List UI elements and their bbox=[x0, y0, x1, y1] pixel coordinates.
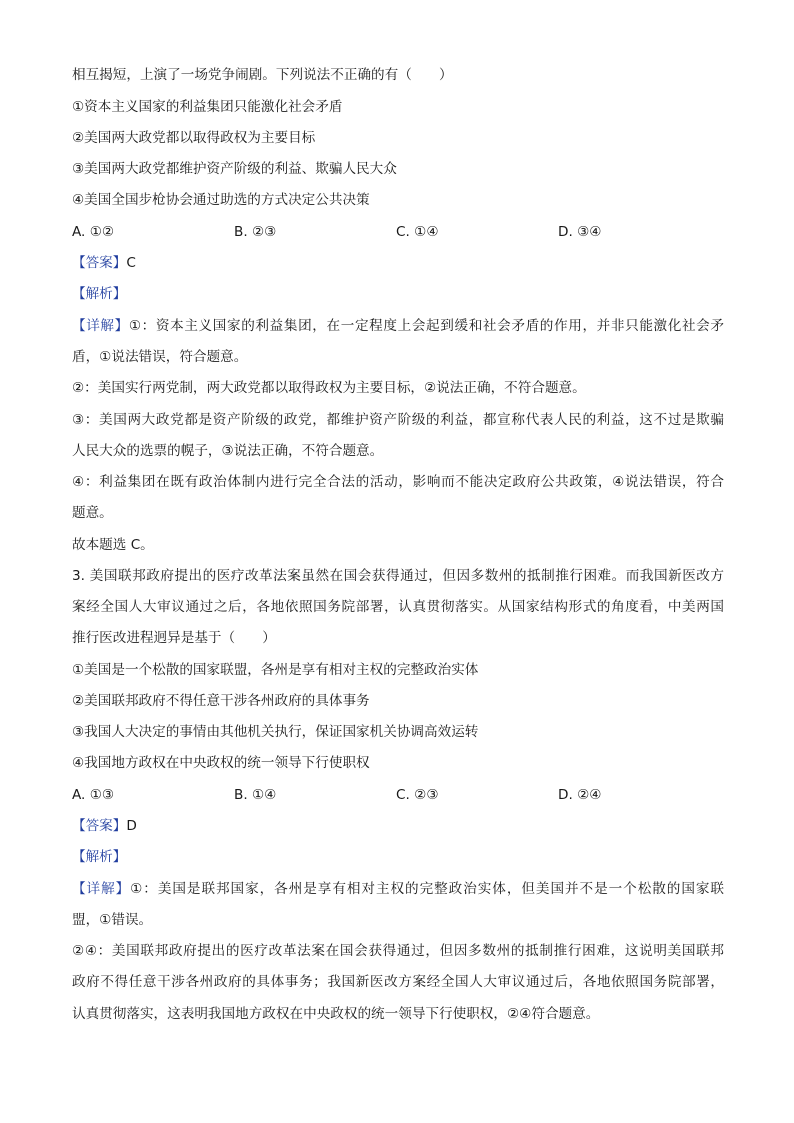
detail-label: 【详解】 bbox=[72, 881, 131, 897]
statement-item: ③我国人大决定的事情由其他机关执行，保证国家机关协调高效运转 bbox=[72, 724, 479, 740]
option-b: B. ①④ bbox=[234, 787, 277, 803]
statement-item: ④我国地方政权在中央政权的统一领导下行使职权 bbox=[72, 755, 370, 771]
detail-line: 盾，①说法错误，符合题意。 bbox=[72, 349, 248, 365]
detail-line: ②：美国实行两党制，两大政党都以取得政权为主要目标，②说法正确，不符合题意。 bbox=[72, 380, 586, 396]
statement-item: ④美国全国步枪协会通过助选的方式决定公共决策 bbox=[72, 192, 370, 208]
statement-item: ②美国两大政党都以取得政权为主要目标 bbox=[72, 130, 316, 146]
question-stem-line: 推行医改进程迥异是基于（ ） bbox=[72, 630, 276, 646]
question-stem-line: 3. 美国联邦政府提出的医疗改革法案虽然在国会获得通过，但因多数州的抵制推行困难。而我国新医改方 bbox=[72, 568, 724, 584]
option-c: C. ②③ bbox=[396, 787, 439, 803]
detail-line: ④：利益集团在既有政治体制内进行完全合法的活动，影响而不能决定政府公共政策，④说法错误，符合 bbox=[72, 474, 724, 490]
analysis-label-text: 【解析】 bbox=[72, 849, 127, 865]
statement-item: ②美国联邦政府不得任意干涉各州政府的具体事务 bbox=[72, 693, 370, 709]
detail-text: ①：美国是联邦国家，各州是享有相对主权的完整政治实体，但美国并不是一个松散的国家联 bbox=[130, 881, 725, 897]
detail-label: 【详解】 bbox=[72, 318, 129, 334]
detail-line bbox=[72, 316, 724, 336]
statement-item: ③美国两大政党都维护资产阶级的利益、欺骗人民大众 bbox=[72, 161, 397, 177]
detail-line: 盟，①错误。 bbox=[72, 912, 153, 928]
answer-options bbox=[72, 222, 724, 242]
detail-line: 认真贯彻落实，这表明我国地方政权在中央政权的统一领导下行使职权，②④符合题意。 bbox=[72, 1006, 600, 1022]
detail-line: ②④：美国联邦政府提出的医疗改革法案在国会获得通过，但因多数州的抵制推行困难，这说明美国联邦 bbox=[72, 943, 724, 959]
detail-line: 题意。 bbox=[72, 505, 113, 521]
analysis-label bbox=[72, 284, 724, 304]
answer-value: C bbox=[126, 255, 136, 271]
answer-label: 【答案】 bbox=[72, 255, 127, 271]
answer-value: D bbox=[126, 818, 137, 834]
option-d: D. ③④ bbox=[558, 224, 602, 240]
statement-item: ①资本主义国家的利益集团只能激化社会矛盾 bbox=[72, 99, 343, 115]
answer-label: 【答案】 bbox=[72, 818, 127, 834]
detail-line: 人民大众的选票的幌子，③说法正确，不符合题意。 bbox=[72, 443, 384, 459]
answer-line bbox=[72, 816, 724, 836]
option-b: B. ②③ bbox=[234, 224, 277, 240]
analysis-label-text: 【解析】 bbox=[72, 286, 127, 302]
conclusion-line: 故本题选 C。 bbox=[72, 537, 154, 553]
question-stem-line: 案经全国人大审议通过之后，各地依照国务院部署，认真贯彻落实。从国家结构形式的角度看，中美两国 bbox=[72, 599, 724, 615]
analysis-label bbox=[72, 847, 724, 867]
detail-text: ①：资本主义国家的利益集团，在一定程度上会起到缓和社会矛盾的作用，并非只能激化社会矛 bbox=[128, 318, 724, 334]
option-a: A. ①② bbox=[72, 224, 115, 240]
option-d: D. ②④ bbox=[558, 787, 602, 803]
detail-line bbox=[72, 879, 724, 899]
detail-line: 政府不得任意干涉各州政府的具体事务；我国新医改方案经全国人大审议通过后，各地依照国务院部署， bbox=[72, 974, 724, 990]
detail-line: ③：美国两大政党都是资产阶级的政党，都维护资产阶级的利益，都宣称代表人民的利益，这不过是欺骗 bbox=[72, 412, 724, 428]
option-c: C. ①④ bbox=[396, 224, 439, 240]
statement-item: ①美国是一个松散的国家联盟，各州是享有相对主权的完整政治实体 bbox=[72, 662, 479, 678]
answer-line bbox=[72, 253, 724, 273]
question-stem-line: 相互揭短，上演了一场党争闹剧。下列说法不正确的有（ ） bbox=[72, 67, 453, 83]
answer-options bbox=[72, 785, 724, 805]
option-a: A. ①③ bbox=[72, 787, 115, 803]
